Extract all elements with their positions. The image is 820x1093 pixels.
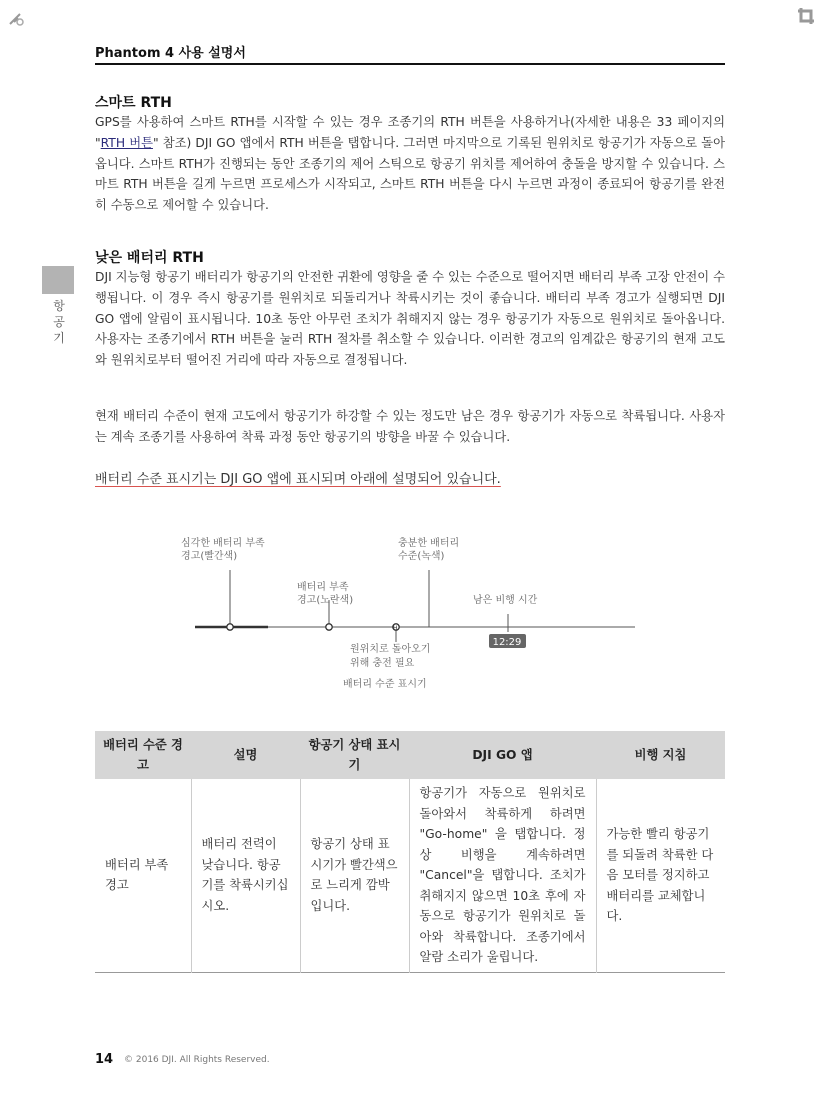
low-label-2: 경고(노란색)	[297, 595, 354, 606]
remaining-label: 남은 비행 시간	[473, 595, 538, 606]
critical-label-1: 심각한 배터리 부족	[181, 538, 265, 549]
smart-rth-text-b: " 참조) DJI GO 앱에서 RTH 버튼을 탭합니다. 그러면 마지막으로 기록된 원위치로 항공기가 자동으로 돌아옵니다. 스마트 RTH가 진행되는 동안 조종기의 제어 스틱으로 항공기 위치를 제어하여 충돌을 방지할 수 있습니다. 스마트 RTH 버튼을 길게 누르면 프로세스가 시작되고, 스마트 RTH 버튼을 다시 누르면 과정이 종료되어 항공기를 완전히 수동으로 제어할 수 있습니다.	[95, 135, 725, 213]
cell-description: 배터리 전력이 낮습니다. 항공기를 착륙시키십시오.	[191, 779, 300, 972]
battery-level-gauge	[0, 520, 820, 700]
smart-rth-heading: 스마트 RTH	[95, 95, 172, 111]
low-battery-paragraph-2: 현재 배터리 수준이 현재 고도에서 항공기가 하강할 수 있는 정도만 남은 경우 항공기가 자동으로 착륙됩니다. 사용자는 계속 조종기를 사용하여 착륙 과정 동안 항공기의 방향을 바꿀 수 있습니다.	[95, 409, 725, 444]
cell-warning: 배터리 부족 경고	[95, 779, 191, 972]
section-label: 항공기	[53, 299, 65, 345]
cell-guide: 가능한 빨리 항공기를 되돌려 착륙한 다음 모터를 정지하고 배터리를 교체합니다.	[606, 827, 714, 923]
cell-status: 항공기 상태 표시기가 빨간색으로 느리게 깜박입니다.	[300, 779, 409, 972]
header-warning: 배터리 수준 경고	[95, 731, 191, 779]
time-value: 12:29	[492, 637, 522, 648]
header-status-indicator: 항공기 상태 표시기	[300, 731, 409, 779]
header-divider	[95, 63, 725, 65]
copyright: © 2016 DJI. All Rights Reserved.	[124, 1055, 270, 1065]
document-title: Phantom 4 사용 설명서	[95, 46, 246, 61]
smart-rth-paragraph	[95, 112, 725, 216]
sufficient-label-2: 수준(녹색)	[398, 551, 445, 562]
header-app: DJI GO 앱	[409, 731, 596, 779]
crop-mark-icon	[6, 8, 26, 28]
sufficient-label-1: 충분한 배터리	[398, 538, 460, 549]
header-description: 설명	[191, 731, 300, 779]
header-flight-guide: 비행 지침	[596, 731, 725, 779]
low-battery-rth-heading: 낮은 배터리 RTH	[95, 250, 204, 266]
low-battery-paragraph-1: DJI 지능형 항공기 배터리가 항공기의 안전한 귀환에 영향을 줄 수 있는 수준으로 떨어지면 배터리 부족 고장 안전이 수행됩니다. 이 경우 즉시 항공기를 원위치로 되돌리거나 착륙시키는 것이 좋습니다. 배터리 부족 경고가 실행되면 DJI GO 앱에 알림이 표시됩니다. 10초 동안 아무런 조치가 취해지지 않는 경우 항공기가 자동으로 원위치로 돌아옵니다. 사용자는 조종기에서 RTH 버튼을 눌러 RTH 절차를 취소할 수 있습니다. 이러한 경고의 임계값은 항공기의 현재 고도와 원위치로부터 떨어진 거리에 따라 자동으로 결정됩니다.	[95, 270, 725, 368]
home-marker-glyph: H	[393, 625, 398, 632]
low-label-1: 배터리 부족	[297, 582, 349, 593]
rth-button-link[interactable]: RTH 버튼	[100, 135, 153, 150]
low-marker	[326, 624, 332, 630]
page-number: 14	[95, 1052, 114, 1067]
critical-marker	[227, 624, 233, 630]
gauge-caption: 배터리 수준 표시기	[343, 679, 427, 690]
home-label-2: 위해 충전 필요	[350, 658, 415, 669]
section-tab	[42, 266, 74, 294]
table-header-row	[95, 731, 725, 779]
battery-indicator-note: 배터리 수준 표시기는 DJI GO 앱에 표시되며 아래에 설명되어 있습니다.	[95, 472, 501, 487]
crop-icon	[796, 6, 816, 26]
table-row	[95, 779, 725, 972]
home-label-1: 원위치로 돌아오기	[350, 644, 431, 655]
critical-label-2: 경고(빨간색)	[181, 551, 238, 562]
cell-app: 항공기가 자동으로 원위치로 돌아와서 착륙하게 하려면 "Go-home" 을 탭합니다. 정상 비행을 계속하려면 "Cancel"을 탭합니다. 조치가 취해지지 않으면 10초 후에 자동으로 항공기가 원위치로 돌아와 착륙합니다. 조종기에서 알람 소리가 울립니다.	[409, 779, 596, 972]
battery-warning-table	[95, 731, 725, 973]
smart-rth-text-a: GPS를 사용하여 스마트 RTH를 시작할 수 있는 경우 조종기의 RTH 버튼을 사용하거나(자세한 내용은 33 페이지의 "	[95, 115, 725, 150]
